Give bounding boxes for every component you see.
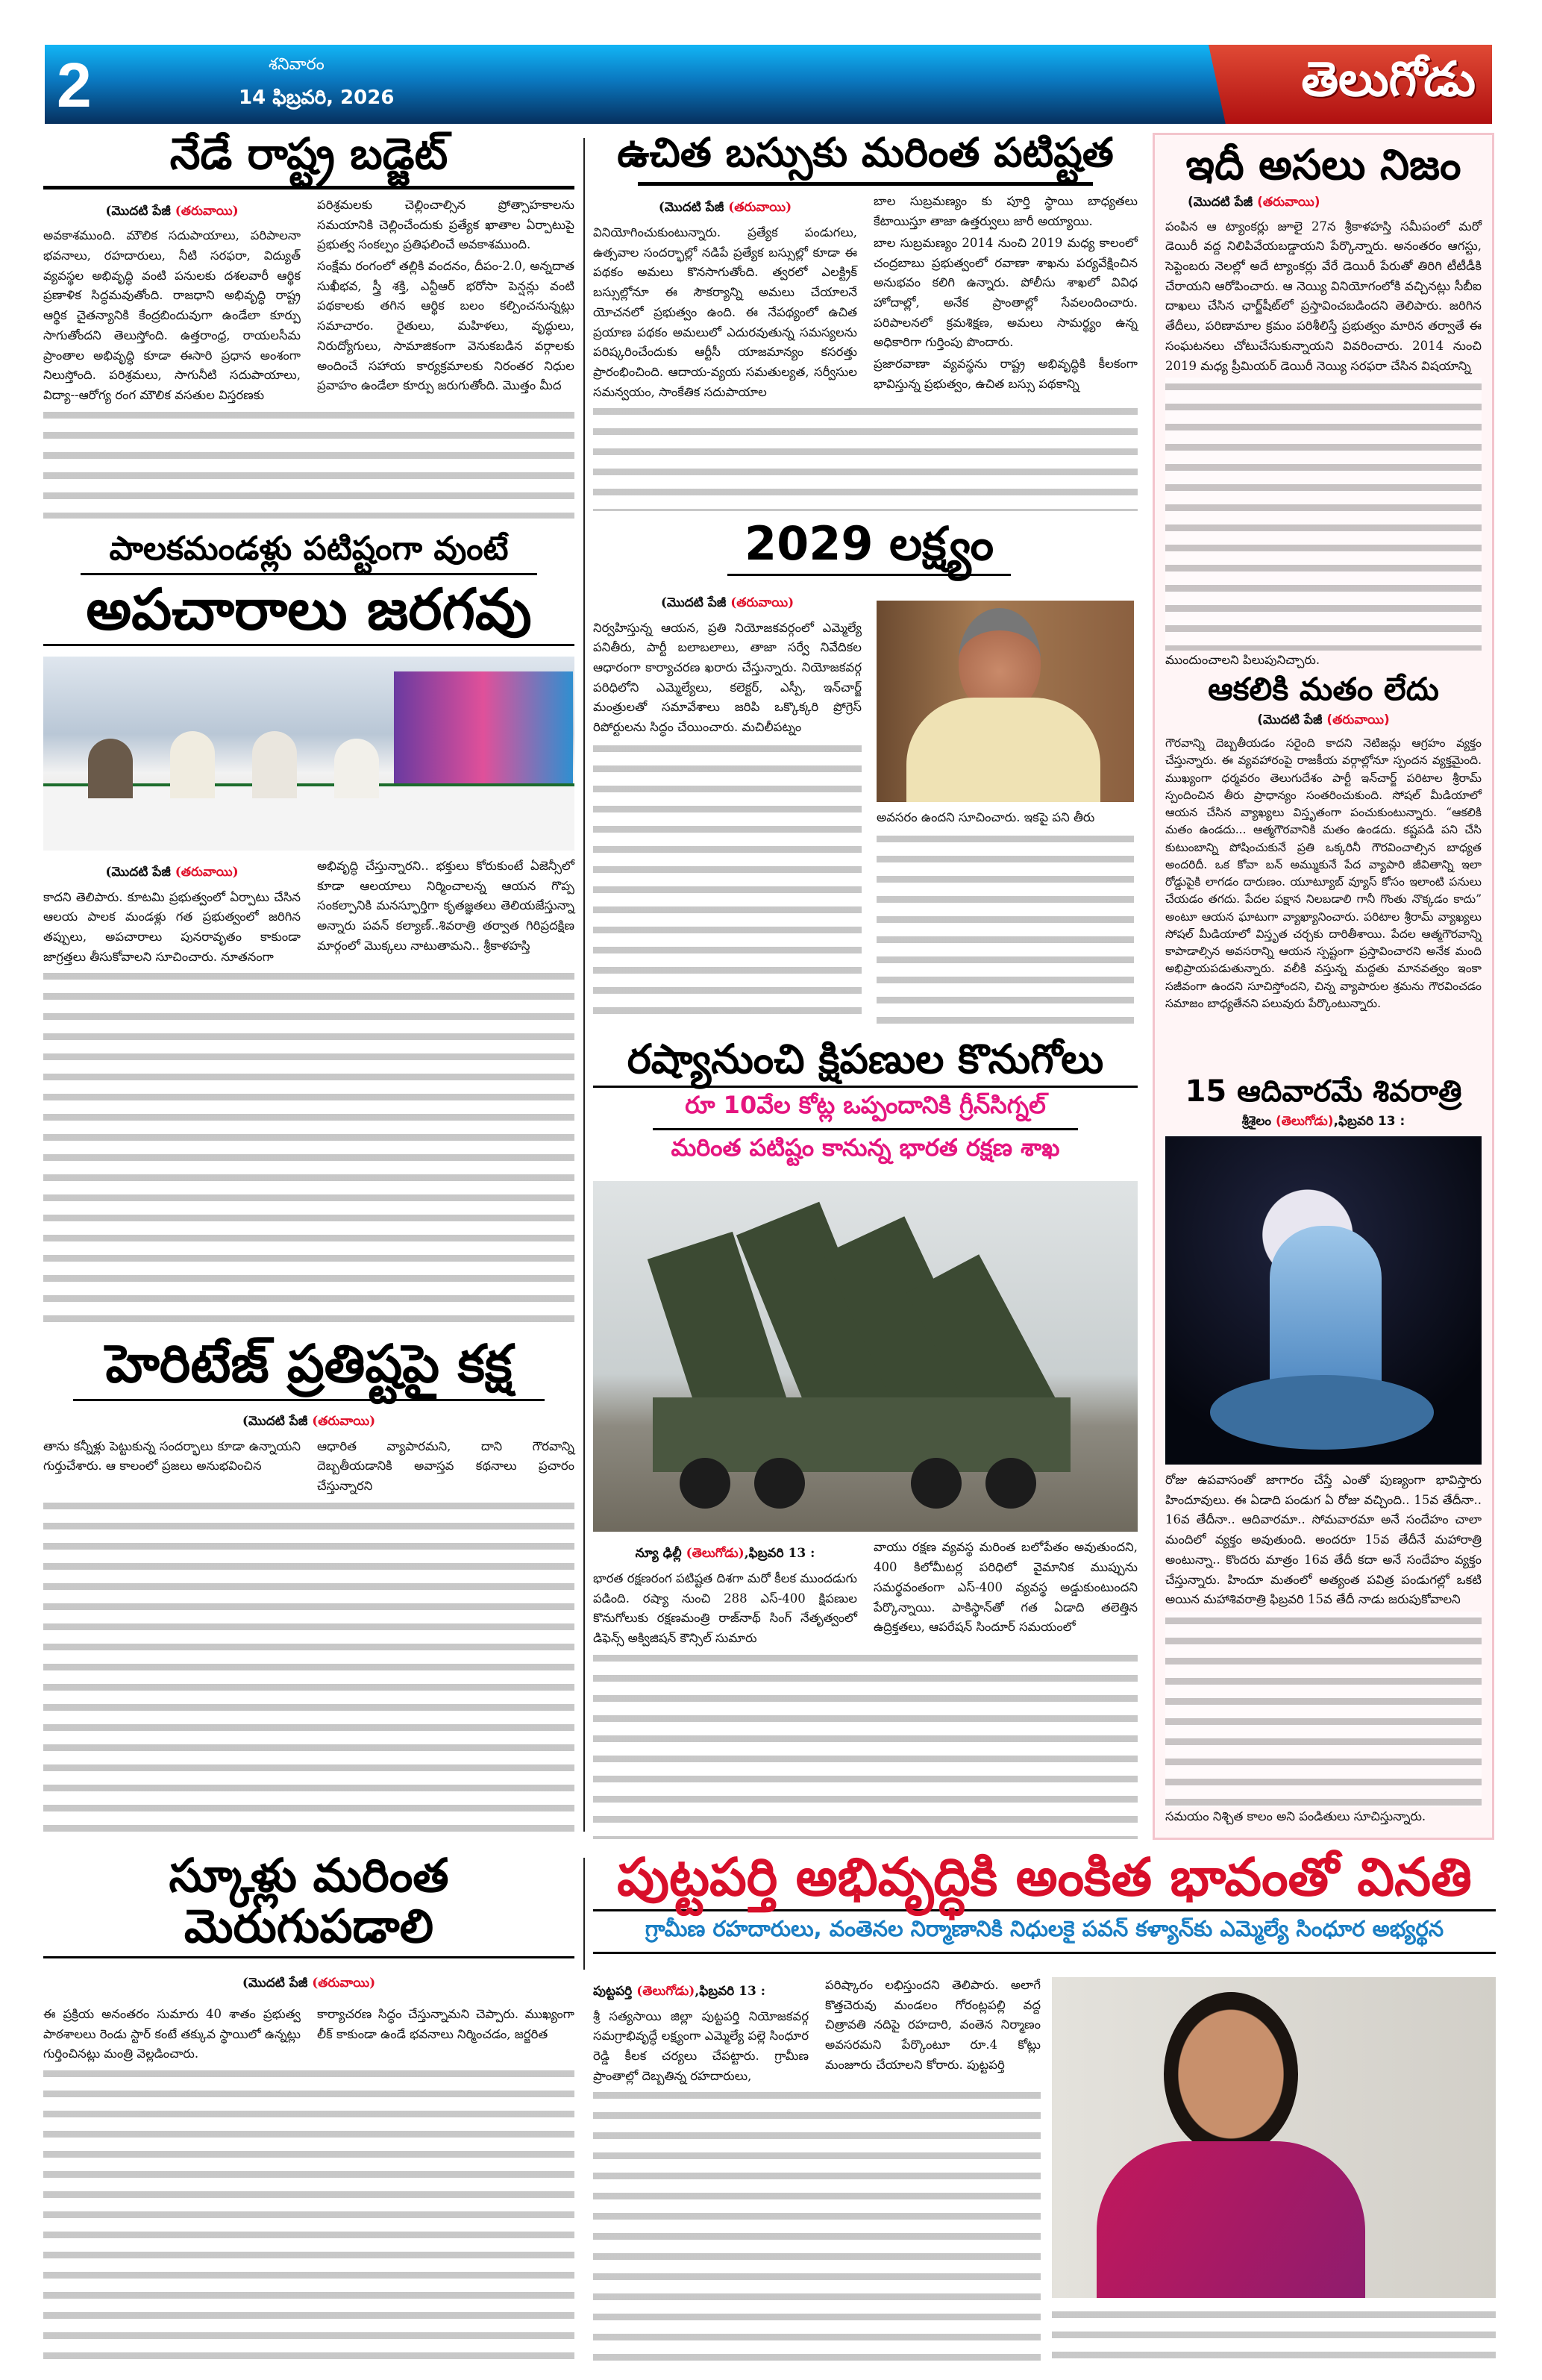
- article-body: [1165, 1471, 1482, 1612]
- paragraph: పంపిన ఆ ట్యాంకర్లు జూలై 27న శ్రీకాళహస్తి సమీపంలో మరో డెయిరీ వద్ద నిలిపివేయబడ్డాయని పేర్కొన్నారు. అనంతరం ఆగస్టు, సెప్టెంబరు నెలల్లో అదే ట్యాంకర్లు వేరే డెయిరీ పేరుతో తిరిగి టీటీడీకి చేరాయని ఆరోపించారు. ఆ నెయ్యి వినియోగంలోకి వచ్చినట్లు సీబీఐ దాఖలు చేసిన ఛార్జ్‌షీట్‌లో ప్రస్తావించబడిందని తెలిపారు. జరిగిన తేదీలు, పరిణామాల క్రమం పరిశీలిస్తే ప్రభుత్వం మారిన తర్వాతే ఈ సంఘటనలు చోటుచేసుకున్నాయని వివరించారు. 2014 నుంచి 2019 మధ్య ప్రీమియర్ డెయిరీ నెయ్యి సరఫరా చేసిన విషయాన్ని: [1165, 219, 1482, 373]
- text-lines: [877, 830, 1134, 1026]
- kicker: పాలకమండళ్లు పటిష్టంగా వుంటే: [109, 530, 509, 568]
- continued-suffix: (తరువాయి): [175, 864, 239, 880]
- article-heritage: [43, 1335, 574, 1835]
- paragraph: ఈ ప్రక్రియ అనంతరం సుమారు 40 శాతం ప్రభుత్వ పాఠశాలలు రెండు స్టార్ కంటే తక్కువ స్థాయిలో ఉన్నట్లు గుర్తించినట్లు మంత్రి వెల్లడించారు.: [43, 2006, 301, 2061]
- paragraph: ముందుంచాలని పిలుపునిచ్చారు.: [1165, 653, 1320, 668]
- banner-image: [394, 671, 573, 783]
- text-lines: [43, 967, 574, 1322]
- paragraph: నిర్వహిస్తున్న ఆయన, ప్రతి నియోజకవర్గంలో ఎమ్మెల్యే పనితీరు, పార్టీ బలాబలాలు, తాజా సర్వే నివేదికల ఆధారంగా కార్యాచరణ ఖరారు చేస్తున్నారు. నియోజకవర్గ పరిధిలోని ఎమ్మెల్యేలు, కలెక్టర్, ఎస్పీ, ఇన్‌చార్జ్ మంత్రులతో సమావేశాలు జరిపి ఒక్కొక్కరి ప్రోగ్రెస్ రిపోర్టులను సిద్ధం చేయించారు. మచిలీపట్నం: [593, 620, 862, 735]
- article-closing: [1165, 1807, 1482, 1829]
- text-lines: [1052, 2305, 1496, 2364]
- paragraph: పరిష్కారం లభిస్తుందని తెలిపారు. అలాగే కొత్తచెరువు మండలం గోరంట్లపల్లి వద్ద చిత్రావతి నదిపై రహదారి, వంతెన నిర్మాణం అవసరమని పేర్కొంటూ రూ.4 కోట్లు మంజూరు చేయాలని కోరారు. పుట్టపర్తి: [825, 1978, 1041, 2072]
- divider: [727, 574, 1011, 576]
- divider: [43, 186, 574, 190]
- text-lines: [593, 2086, 1041, 2364]
- paragraph: ప్రజారవాణా వ్యవస్థను రాష్ట్ర అభివృద్ధికి కీలకంగా భావిస్తున్న ప్రభుత్వం, ఉచిత బస్సు పథకాన్ని: [874, 357, 1138, 391]
- continued-label: [1188, 195, 1482, 213]
- article-body: [593, 1976, 1041, 2086]
- headline: రష్యానుంచి క్షిపణుల కొనుగోలు: [627, 1036, 1104, 1083]
- paragraph: కాదని తెలిపారు. కూటమి ప్రభుత్వంలో ఏర్పాటు చేసిన ఆలయ పాలక మండళ్లు గత ప్రభుత్వంలో జరిగిన తప్పులు, అపచారాలు పునరావృతం కాకుండా జాగ్రత్తలు తీసుకోవాలని సూచించారు. నూతనంగా: [43, 889, 301, 964]
- article-budget: [43, 128, 574, 519]
- continued-prefix: (మొదటి పేజీ: [105, 203, 175, 219]
- masthead-logo: తెలుగోడు: [1301, 52, 1476, 107]
- date-label: 14 ఫిబ్రవరి, 2026: [239, 87, 395, 109]
- paragraph: తాను కన్నీళ్లు పెట్టుకున్న సందర్భాలు కూడా ఉన్నాయని గుర్తుచేశారు. ఆ కాలంలో ప్రజలు అనుభవించిన: [43, 1438, 301, 1474]
- headline: ఉచిత బస్సుకు మరింత పటిష్టత: [617, 129, 1114, 176]
- article-missile: [593, 1037, 1138, 1839]
- article-body: [593, 587, 862, 739]
- headline: 15 ఆదివారమే శివరాత్రి: [1185, 1074, 1462, 1109]
- article-2029-target: [593, 516, 1138, 1026]
- text-lines: [43, 2064, 574, 2365]
- continued-label: [43, 862, 301, 883]
- subheadline: మరింత పటిష్టం కానున్న భారత రక్షణ శాఖ: [671, 1133, 1060, 1162]
- text-lines: [593, 739, 862, 1026]
- article-body-continued: [877, 808, 1134, 830]
- continued-prefix: (మొదటి పేజీ: [1257, 713, 1327, 728]
- divider: [593, 1952, 1496, 1954]
- paragraph: పరిశ్రమలకు చెల్లించాల్సిన ప్రోత్సాహకాలను సమయానికి చెల్లించేందుకు ప్రత్యేక ఖాతాల ఏర్పాటుపై ప్రభుత్వ సంకల్పం ప్రతిఫలించే అవకాశముంది.: [317, 197, 574, 252]
- continued-label: [1165, 713, 1482, 730]
- paragraph: వాయు రక్షణ వ్యవస్థ మరింత బలోపేతం అవుతుందని, 400 కిలోమీటర్ల పరిధిలో వైమానిక ముప్పును సమర్థవంతంగా ఎస్-400 వ్యవస్థ అడ్డుకుంటుందని పేర్కొన్నాయి. పాకిస్థాన్‌తో గత ఏడాది తలెత్తిన ఉద్రిక్తతలు, ఆపరేషన్ సిందూర్ సమయంలో: [874, 1540, 1138, 1635]
- paragraph: కార్యాచరణ సిద్ధం చేస్తున్నామని చెప్పారు. ముఖ్యంగా లీక్ కాకుండా ఉండే భవనాలు నిర్మించడం, జర్జరిత: [317, 2006, 574, 2041]
- continued-suffix: (తరువాయి): [312, 1414, 376, 1429]
- launcher-illustration: [593, 1181, 1138, 1532]
- dateline-place: పుట్టపర్తి: [593, 1984, 633, 1999]
- paragraph: వినియోగించుకుంటున్నారు. ప్రత్యేక పండుగలు, ఉత్సవాల సందర్భాల్లో నడిపే ప్రత్యేక బస్సుల్లో కూడా ఈ పథకం అమలు కొనసాగుతోంది. త్వరలో ఎలక్ట్రిక్ బస్సుల్లోనూ ఈ సౌకర్యాన్ని అమలు చేయాలనే యోచనలో ప్రభుత్వం ఉంది. ఈ నేపథ్యంలో ఉచిత ప్రయాణ పథకం అమలులో ఎదురవుతున్న సమస్యలను పరిష్కరించేందుకు ఆర్టీసీ యాజమాన్యం కసరత్తు ప్రారంభించింది. ఆదాయ-వ్యయ సమతుల్యత, సర్వీసుల సమన్వయం, సాంకేతిక సదుపాయాల: [593, 225, 857, 399]
- sidebar-box: [1153, 133, 1494, 1840]
- headline: ఆకలికి మతం లేదు: [1208, 671, 1439, 707]
- page-header: [45, 45, 1492, 124]
- dateline-date: ,ఫిబ్రవరి 13 :: [744, 1546, 815, 1562]
- dateline: [593, 1544, 857, 1565]
- article-body: [43, 1406, 574, 1497]
- continued-prefix: (మొదటి పేజీ: [660, 595, 731, 610]
- text-lines: [1165, 378, 1482, 651]
- headline: పుట్టపర్తి అభివృద్ధికి అంకిత భావంతో వినతి: [617, 1847, 1472, 1908]
- continued-prefix: (మొదటి పేజీ: [105, 864, 175, 880]
- article-puttaparthi: [593, 1849, 1496, 2371]
- dateline: [593, 1982, 809, 2002]
- paragraph: బాల సుబ్రమణ్యం కు పూర్తి స్థాయి బాధ్యతలు కేటాయిస్తూ తాజా ఉత్తర్వులు జారీ అయ్యాయి.: [874, 194, 1138, 229]
- column-divider: [583, 1858, 585, 1970]
- article-body: [43, 1963, 574, 2064]
- text-lines: [43, 1497, 574, 1835]
- article-free-bus: [593, 131, 1138, 511]
- article-truth: [1165, 143, 1482, 672]
- subheadline: గ్రామీణ రహదారులు, వంతెనల నిర్మాణానికి నిధులకై పవన్ కళ్యాన్‌కు ఎమ్మెల్యే సింధూర అభ్యర్థన: [645, 1916, 1444, 1941]
- subheadline: రూ 10వేల కోట్ల ఒప్పందానికి గ్రీన్‌సిగ్నల్: [685, 1091, 1046, 1120]
- continued-suffix: (తరువాయి): [1326, 713, 1390, 728]
- divider: [43, 1956, 574, 1958]
- chief-minister-photo: [877, 601, 1134, 802]
- article-body: [593, 192, 1138, 402]
- article-shivaratri: [1165, 1075, 1482, 1829]
- article-hunger: [1165, 672, 1482, 1075]
- dateline-place: న్యూ ఢిల్లీ: [635, 1546, 682, 1562]
- paragraph: సమయం నిశ్చిత కాలం అని పండితులు సూచిస్తున్నారు.: [1165, 1809, 1426, 1824]
- dateline: [1165, 1114, 1482, 1132]
- paragraph: అభివృద్ధి చేస్తున్నారని.. భక్తులు కోరుకుంటే ఏజెన్సీలో కూడా ఆలయాలు నిర్మించాలన్న ఆయన గొప్ప సంకల్పానికి మనస్ఫూర్తిగా కృతజ్ఞతలు తెలియజేస్తున్నా అన్నారు పవన్ కల్యాణ్..శివరాత్రి తర్వాత గిరిప్రదక్షిణ మార్గంలో మొక్కలు నాటుతామని.. శ్రీకాళహస్తి: [317, 858, 574, 953]
- headline: అపచారాలు జరగవు: [86, 576, 532, 643]
- divider: [73, 1399, 545, 1401]
- page-number: 2: [57, 50, 92, 120]
- article-body: [593, 1538, 1138, 1648]
- headline: ఇదీ అసలు నిజం: [1185, 141, 1461, 190]
- dateline-paper: (తెలుగోడు): [636, 1984, 695, 1999]
- continued-prefix: (మొదటి పేజీ: [242, 1976, 313, 1991]
- text-lines: [593, 402, 1138, 511]
- headline: హెరిటేజ్ ప్రతిష్టపై కక్ష: [105, 1333, 513, 1394]
- dateline-date: ,ఫిబ్రవరి 13 :: [1333, 1114, 1405, 1129]
- headline: స్కూళ్లు మరింత మెరుగుపడాలి: [169, 1848, 449, 1954]
- mla-sindhura-photo: [1052, 1977, 1496, 2298]
- continued-label: [43, 1412, 574, 1432]
- continued-prefix: (మొదటి పేజీ: [242, 1414, 313, 1429]
- headline: 2029 లక్ష్యం: [744, 516, 994, 571]
- text-lines: [43, 406, 574, 519]
- article-closing: [1165, 651, 1482, 672]
- article-body: [43, 857, 574, 967]
- meeting-photo: [43, 657, 574, 851]
- article-schools: [43, 1850, 574, 2365]
- continued-suffix: (తరువాయి): [728, 200, 792, 216]
- paragraph: బాల సుబ్రమణ్యం 2014 నుంచి 2019 మధ్య కాలంలో చంద్రబాబు ప్రభుత్వంలో రవాణా శాఖను పర్యవేక్షించిన అనుభవం కలిగి ఉన్నారు. పోలీసు శాఖలో వివిధ హోదాల్లో, అనేక ప్రాంతాల్లో సేవలందించారు. పరిపాలనలో క్రమశిక్షణ, అమలు సామర్థ్యం ఉన్న అధికారిగా గుర్తింపు పొందారు.: [874, 235, 1138, 350]
- headline: నేడే రాష్ట్ర బడ్జెట్: [169, 128, 448, 179]
- paragraph: అవసరం ఉందని సూచించారు. ఇకపై పని తీరు: [877, 810, 1095, 824]
- text-lines: [593, 1649, 1138, 1839]
- continued-suffix: (తరువాయి): [1257, 194, 1320, 210]
- continued-suffix: (తరువాయి): [312, 1976, 376, 1991]
- continued-prefix: (మొదటి పేజీ: [658, 200, 729, 216]
- divider: [638, 182, 1093, 186]
- continued-label: [593, 593, 862, 614]
- dateline-paper: (తెలుగోడు): [1275, 1114, 1334, 1129]
- dateline-place: శ్రీశైలం: [1241, 1114, 1272, 1129]
- article-body: [1165, 217, 1482, 378]
- paragraph: భారత రక్షణరంగ పటిష్టత దిశగా మరో కీలక ముందడుగు పడింది. రష్యా నుంచి 288 ఎస్-400 క్షిపణుల కొనుగోలుకు రక్షణమంత్రి రాజ్‌నాథ్ సింగ్ నేతృత్వంలో డిఫెన్స్ అక్విజిషన్ కౌన్సిల్ సుమారు: [593, 1571, 857, 1646]
- paragraph: అవకాశముంది. మౌలిక సదుపాయాలు, పరిపాలనా భవనాలు, రహదారులు, నీటి సరఫరా, విద్యుత్ వ్యవస్థల అభివృద్ధి వంటి పనులకు దశలవారీ ఆర్థిక ప్రణాళిక సిద్ధమవుతోంది. రాజధాని అభివృద్ధి రాష్ట్ర ఆర్థిక చైతన్యానికి కేంద్రబిందువుగా ఉండేలా కూర్పు సాగుతోందని తెలుస్తోంది. ఉత్తరాంధ్ర, రాయలసీమ ప్రాంతాల అభివృద్ధి కూడా ఈసారి ప్రధాన అంశంగా నిలుస్తోంది. పరిశ్రమలు, సాగునీటి సదుపాయాలు, విద్యా--ఆరోగ్య రంగ మౌలిక వసతుల విస్తరణకు: [43, 228, 301, 403]
- paragraph: గౌరవాన్ని దెబ్బతీయడం సరైంది కాదని నెటిజన్లు ఆగ్రహం వ్యక్తం చేస్తున్నారు. ఈ వ్యవహారంపై రాజకీయ వర్గాల్లోనూ స్పందన వ్యక్తమైంది. ముఖ్యంగా ధర్మవరం తెలుగుదేశం పార్టీ ఇన్‌చార్జ్ పరిటాల శ్రీరామ్ స్పందించిన తీరు ప్రాధాన్యం సంతరించుకుంది. సోషల్ మీడియాలో ఆయన చేసిన వ్యాఖ్యలు విస్తృతంగా పంచుకుంటున్నారు. “ఆకలికి మతం ఉండదు... ఆత్మగౌరవానికి మతం ఉండదు. కష్టపడి పని చేసి కుటుంబాన్ని పోషించుకునే ప్రతి ఒక్కరినీ గౌరవించాల్సిన బాధ్యత అందరిదీ. ఒక కోవా బన్ అమ్ముకునే పేద వ్యాపారి జీవితాన్ని ఇలా రోడ్డుపైకి లాగడం దారుణం. యూట్యూబ్ వ్యూస్ కోసం ఇలాంటి పనులు చేయడం తగదు. పేదల పక్షాన నిలబడాలి గానీ గొంతు నొక్కడం కాదు” అంటూ ఆయన ఘాటుగా వ్యాఖ్యానించారు. పరిటాల శ్రీరామ్ వ్యాఖ్యలు సోషల్ మీడియాలో విస్తృత చర్చకు దారితీశాయి. పేదల ఆత్మగౌరవాన్ని కాపాడాల్సిన అవసరాన్ని ఆయన స్పష్టంగా ప్రస్తావించారని అనేక మంది అభిప్రాయపడుతున్నారు. వలీకి వస్తున్న మద్దతు మానవత్వం ఇంకా సజీవంగా ఉందని సూచిస్తోందని, చిన్న వ్యాపారుల శ్రమను గౌరవించడం సమాజం బాధ్యతేనని పలువురు పేర్కొంటున్నారు.: [1165, 736, 1482, 1010]
- lord-shiva-image: [1165, 1136, 1482, 1465]
- text-lines: [1165, 1612, 1482, 1807]
- article-body: [43, 195, 574, 406]
- continued-prefix: (మొదటి పేజీ: [1188, 194, 1258, 210]
- article-temples: [43, 531, 574, 1322]
- paragraph: ఆధారిత వ్యాపారమని, దాని గౌరవాన్ని దెబ్బతీయడానికి అవాస్తవ కథనాలు ప్రచారం చేస్తున్నారని: [317, 1438, 574, 1493]
- continued-label: [43, 201, 301, 222]
- paragraph: రోజు ఉపవాసంతో జాగారం చేస్తే ఎంతో పుణ్యంగా భావిస్తారు హిందూవులు. ఈ ఏడాది పండుగ ఏ రోజు వచ్చింది.. 15వ తేదీనా.. 16వ తేదీనా.. ఆదివారమా.. సోమవారమా అనే సందేహం చాలా మందిలో వ్యక్తం అవుతుంది. అందరూ 15వ తేదీనే మహారాత్రి అంటున్నా.. కొందరు మాత్రం 16వ తేదీ కదా అనే సందేహం వ్యక్తం చేస్తున్నారు. హిందూ మతంలో అత్యంత పవిత్ర పండుగల్లో ఒకటి అయిన మహాశివరాత్రి ఫిబ్రవరి 15వ తేదీ నాడు జరుపుకోవాలని: [1165, 1473, 1482, 1607]
- missile-launcher-photo: [593, 1181, 1138, 1532]
- day-label: శనివారం: [269, 55, 325, 74]
- article-body: [1165, 735, 1482, 1014]
- paragraph: సంక్షేమ రంగంలో తల్లికి వందనం, దీపం-2.0, అన్నదాత సుఖీభవ, స్త్రీ శక్తి, ఎన్టీఆర్ భరోసా పెన్షన్లు వంటి పథకాలకు తగిన ఆర్థిక బలం కల్పించనున్నట్లు సమాచారం. రైతులు, మహిళలు, వృద్ధులు, నిరుద్యోగులు, సామాజికంగా వెనుకబడిన వర్గాలకు అందించే సహాయ కార్యక్రమాలకు నిరంతర నిధుల ప్రవాహం ఉండేలా కూర్పు జరుగుతోంది. మొత్తం మీద: [317, 258, 574, 393]
- continued-suffix: (తరువాయి): [730, 595, 794, 610]
- continued-label: [43, 1973, 574, 1994]
- continued-suffix: (తరువాయి): [175, 203, 239, 219]
- column-divider: [583, 138, 585, 1832]
- dateline-date: ,ఫిబ్రవరి 13 :: [695, 1984, 766, 1999]
- divider: [43, 644, 574, 646]
- dateline-paper: (తెలుగోడు): [686, 1546, 745, 1562]
- paragraph: శ్రీ సత్యసాయి జిల్లా పుట్టపర్తి నియోజకవర్గ సమగ్రాభివృద్ధే లక్ష్యంగా ఎమ్మెల్యే పల్లె సింధూర రెడ్డి కీలక చర్యలు చేపట్టారు. గ్రామీణ ప్రాంతాల్లో దెబ్బతిన్న రహదారులు,: [593, 2008, 809, 2083]
- continued-label: [593, 198, 857, 219]
